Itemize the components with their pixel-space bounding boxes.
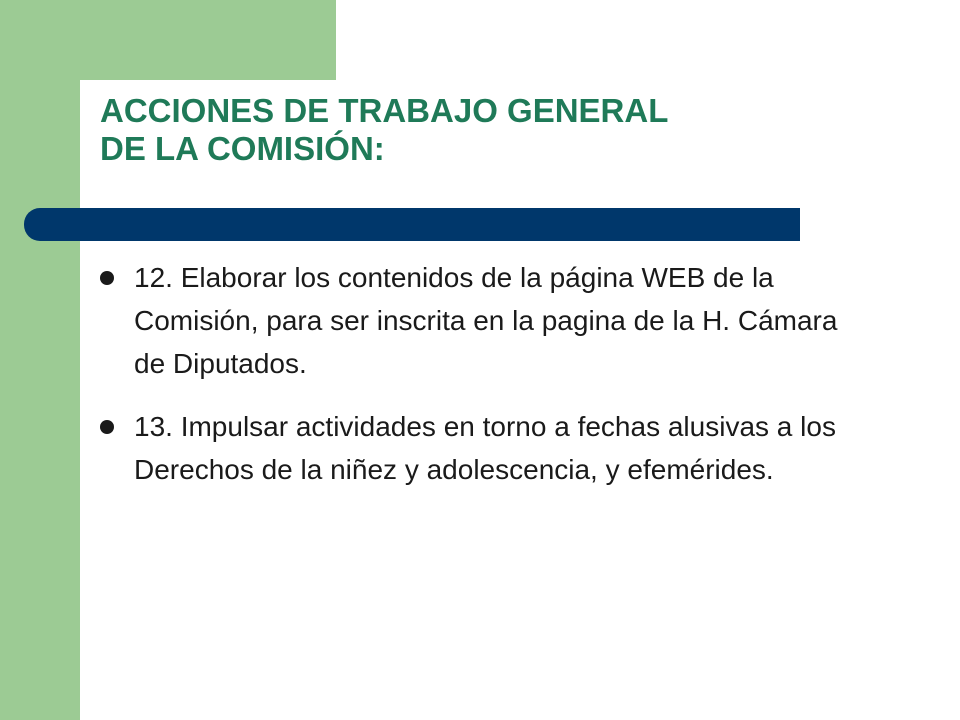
bullet-item [100, 256, 870, 385]
bullet-item [100, 405, 870, 491]
title-line-2: DE LA COMISIÓN: [100, 130, 385, 167]
slide-title [100, 92, 860, 168]
green-top-block [80, 0, 336, 80]
title-line-1: ACCIONES DE TRABAJO GENERAL [100, 92, 669, 129]
bullet-dot-icon [100, 271, 114, 285]
bullet-text: 12. Elaborar los contenidos de la página WEB de la Comisión, para ser inscrita en la pagina de la H. Cámara de Diputados. [134, 262, 838, 379]
bullet-dot-icon [100, 420, 114, 434]
title-divider-bar [24, 208, 800, 241]
bullet-text: 13. Impulsar actividades en torno a fechas alusivas a los Derechos de la niñez y adolescencia, y efemérides. [134, 411, 836, 485]
bullet-list [100, 256, 870, 511]
green-side-strip [0, 0, 80, 720]
